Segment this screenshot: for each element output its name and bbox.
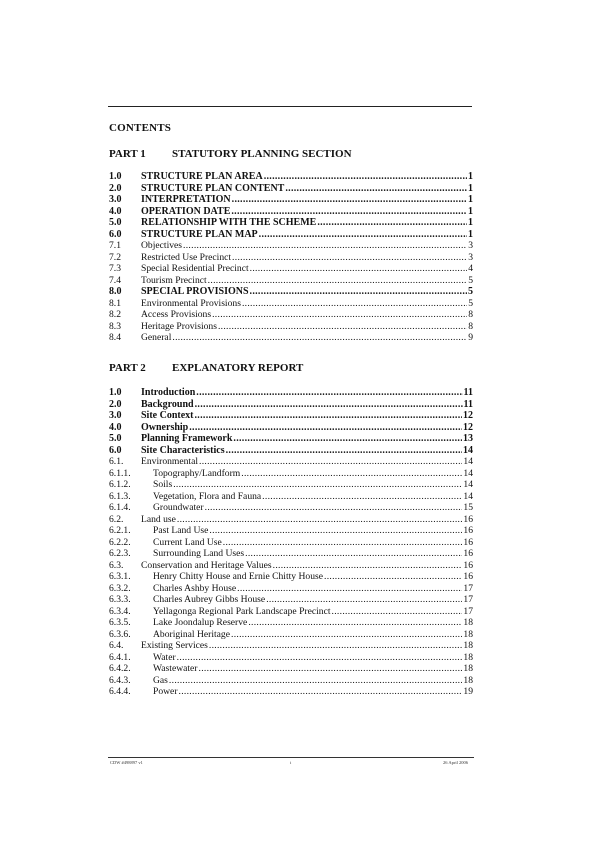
- toc-entry-title: STRUCTURE PLAN AREA: [141, 171, 263, 182]
- toc-entry-number: 6.3.2.: [109, 582, 131, 594]
- toc-entry-title: STRUCTURE PLAN MAP: [141, 228, 258, 240]
- toc-entry-title: Access Provisions: [141, 309, 212, 320]
- toc-entry-number: 6.2.2.: [109, 536, 131, 548]
- toc-entry: [109, 640, 473, 652]
- toc-entry: [109, 298, 473, 310]
- footer-page-number: i: [290, 760, 292, 765]
- toc-entry-title: Environmental Provisions: [141, 297, 241, 309]
- toc-dot-leader: [241, 468, 462, 480]
- toc-dot-leader: [232, 194, 467, 206]
- toc-dot-leader: [172, 332, 467, 344]
- toc-entry: [109, 571, 473, 583]
- toc-dot-leader: [209, 640, 463, 652]
- toc-dot-leader: [223, 537, 463, 549]
- toc-dot-leader: [189, 422, 462, 434]
- toc-dot-leader: [232, 252, 467, 264]
- header-rule: [108, 106, 472, 107]
- toc-entry-number: 6.1.4.: [109, 502, 131, 513]
- toc-entry-page: 18: [463, 617, 473, 628]
- toc-entry-number: 8.2: [109, 309, 121, 320]
- toc-entry-page: 15: [463, 502, 473, 513]
- toc-entry-number: 6.3.4.: [109, 605, 131, 617]
- toc-dot-leader: [332, 606, 463, 618]
- toc-entry-title: Ownership: [141, 421, 189, 433]
- toc-entry: [109, 491, 473, 503]
- toc-entry-title: SPECIAL PROVISIONS: [141, 286, 249, 297]
- toc-entry-number: 6.4.2.: [109, 663, 131, 674]
- toc-entry-page: 11: [463, 387, 473, 398]
- toc-entry: [109, 606, 473, 618]
- toc-dot-leader: [250, 263, 468, 275]
- toc-entry: [109, 652, 473, 664]
- toc-entry-page: 12: [463, 410, 473, 421]
- toc-dot-leader: [264, 171, 467, 183]
- toc-entry-page: 3: [468, 251, 473, 263]
- toc-entry-number: 6.2.: [109, 513, 124, 525]
- toc-entry-title: Wastewater: [153, 663, 198, 674]
- toc-entry: [109, 675, 473, 687]
- toc-entry: [109, 548, 473, 560]
- toc-entry-title: Planning Framework: [141, 433, 233, 444]
- toc-entry-title: OPERATION DATE: [141, 205, 231, 217]
- toc-entry-page: 18: [463, 640, 473, 651]
- toc-entry-number: 1.0: [109, 171, 122, 182]
- part1-heading: [109, 148, 352, 160]
- toc-entry-page: 18: [463, 674, 473, 686]
- toc-entry-page: 8: [468, 309, 473, 320]
- toc-dot-leader: [237, 583, 462, 595]
- toc-entry: [109, 560, 473, 572]
- toc-entry-page: 9: [468, 332, 473, 343]
- toc-entry-page: 1: [468, 205, 473, 217]
- toc-entry: [109, 468, 473, 480]
- toc-dot-leader: [205, 502, 463, 514]
- toc-entry: [109, 663, 473, 675]
- toc-entry-page: 16: [463, 571, 473, 582]
- toc-entry-number: 6.1.1.: [109, 467, 131, 479]
- toc-entry-title: Soils: [153, 479, 173, 490]
- toc-entry-page: 1: [468, 171, 473, 182]
- part1-number: PART 1: [109, 148, 146, 160]
- toc-entry-number: 7.1: [109, 240, 121, 251]
- toc-entry-title: General: [141, 332, 172, 343]
- toc-entry-title: Charles Aubrey Gibbs House: [153, 594, 266, 605]
- toc-entry-page: 1: [468, 217, 473, 228]
- toc-entry-title: Aboriginal Heritage: [153, 628, 230, 640]
- toc-entry-number: 7.2: [109, 251, 121, 263]
- toc-entry: [109, 387, 473, 399]
- toc-entry: [109, 275, 473, 287]
- toc-entry-number: 6.4.: [109, 640, 124, 651]
- toc-dot-leader: [173, 479, 462, 491]
- toc-entry-number: 6.4.4.: [109, 686, 131, 697]
- toc-entry-number: 7.4: [109, 274, 121, 286]
- toc-dot-leader: [169, 675, 462, 687]
- toc-entry-page: 16: [463, 536, 473, 548]
- toc-entry-page: 5: [468, 286, 473, 297]
- footer-date: 26 April 2006: [443, 760, 469, 765]
- toc-entry-page: 8: [468, 320, 473, 332]
- toc-entry-number: 6.2.1.: [109, 525, 131, 536]
- toc-entry-title: Yellagonga Regional Park Landscape Precinct: [153, 605, 331, 617]
- toc-entry-number: 6.4.1.: [109, 651, 131, 663]
- toc-entry-page: 5: [468, 297, 473, 309]
- toc-entry-number: 8.0: [109, 286, 122, 297]
- toc-entry-page: 14: [463, 467, 473, 479]
- toc-entry: [109, 433, 473, 445]
- toc-entry-number: 7.3: [109, 263, 121, 274]
- toc-dot-leader: [273, 560, 463, 572]
- toc-dot-leader: [212, 309, 467, 321]
- toc-entry-title: Topography/Landform: [153, 467, 241, 479]
- toc-entry: [109, 502, 473, 514]
- toc-entry: [109, 399, 473, 411]
- toc-entry: [109, 183, 473, 195]
- toc-entry-page: 14: [463, 479, 473, 490]
- toc-entry-title: Special Residential Precinct: [141, 263, 249, 274]
- part2-toc: [109, 387, 473, 698]
- toc-entry-title: Site Context: [141, 410, 194, 421]
- toc-dot-leader: [245, 548, 462, 560]
- toc-entry: [109, 332, 473, 344]
- toc-entry-number: 4.0: [109, 205, 122, 217]
- toc-dot-leader: [248, 617, 462, 629]
- toc-dot-leader: [259, 229, 467, 241]
- toc-entry: [109, 263, 473, 275]
- toc-entry-number: 6.3.5.: [109, 617, 131, 628]
- part2-title: EXPLANATORY REPORT: [172, 362, 304, 374]
- toc-entry-page: 11: [463, 398, 473, 410]
- toc-entry: [109, 514, 473, 526]
- toc-dot-leader: [183, 240, 467, 252]
- toc-entry-title: Charles Ashby House: [153, 582, 237, 594]
- footer-rule: [108, 757, 474, 758]
- toc-entry-page: 17: [463, 582, 473, 594]
- toc-entry-title: Introduction: [141, 387, 196, 398]
- toc-entry-title: Restricted Use Precinct: [141, 251, 232, 263]
- toc-entry-number: 2.0: [109, 398, 122, 410]
- toc-dot-leader: [218, 321, 467, 333]
- part2-heading: [109, 362, 303, 374]
- toc-entry: [109, 194, 473, 206]
- contents-title: CONTENTS: [109, 122, 172, 134]
- toc-entry: [109, 629, 473, 641]
- toc-entry: [109, 286, 473, 298]
- toc-entry-title: Water: [153, 651, 176, 663]
- toc-entry-title: Site Characteristics: [141, 444, 225, 456]
- toc-entry-title: Heritage Provisions: [141, 320, 217, 332]
- toc-entry: [109, 525, 473, 537]
- toc-entry: [109, 252, 473, 264]
- toc-entry-title: Current Land Use: [153, 536, 222, 548]
- toc-entry-title: Tourism Precinct: [141, 274, 207, 286]
- toc-dot-leader: [209, 525, 462, 537]
- toc-entry-page: 4: [468, 263, 473, 274]
- toc-entry-title: INTERPRETATION: [141, 194, 231, 205]
- toc-entry: [109, 171, 473, 183]
- toc-entry-number: 6.3.: [109, 559, 124, 571]
- toc-entry-number: 6.0: [109, 444, 122, 456]
- toc-entry: [109, 217, 473, 229]
- toc-entry-number: 6.1.2.: [109, 479, 131, 490]
- toc-entry-page: 18: [463, 651, 473, 663]
- toc-entry-number: 6.0: [109, 228, 122, 240]
- footer-doc-ref: CDW #498897 v1: [110, 760, 143, 765]
- toc-dot-leader: [233, 433, 462, 445]
- toc-entry-title: Lake Joondalup Reserve: [153, 617, 248, 628]
- toc-entry-page: 19: [463, 686, 473, 697]
- toc-entry-number: 6.4.3.: [109, 674, 131, 686]
- toc-entry-page: 13: [463, 433, 473, 444]
- toc-entry-page: 18: [463, 628, 473, 640]
- toc-entry-page: 16: [463, 513, 473, 525]
- toc-entry-page: 16: [463, 525, 473, 536]
- toc-entry-number: 5.0: [109, 217, 122, 228]
- toc-entry-page: 14: [463, 444, 473, 456]
- toc-entry: [109, 240, 473, 252]
- toc-entry: [109, 479, 473, 491]
- toc-entry: [109, 594, 473, 606]
- toc-entry-number: 6.1.: [109, 456, 124, 467]
- toc-dot-leader: [262, 491, 462, 503]
- toc-entry-title: Environmental: [141, 456, 199, 467]
- toc-dot-leader: [199, 456, 462, 468]
- toc-entry-title: Land use: [141, 513, 176, 525]
- toc-entry: [109, 456, 473, 468]
- toc-entry-number: 8.3: [109, 320, 121, 332]
- part1-title: STATUTORY PLANNING SECTION: [172, 148, 352, 160]
- toc-dot-leader: [324, 571, 462, 583]
- toc-dot-leader: [208, 275, 468, 287]
- toc-entry-page: 1: [468, 194, 473, 205]
- toc-dot-leader: [285, 183, 467, 195]
- toc-dot-leader: [199, 663, 463, 675]
- toc-entry-number: 1.0: [109, 387, 122, 398]
- toc-entry-title: Gas: [153, 674, 168, 686]
- toc-entry-page: 14: [463, 490, 473, 502]
- toc-entry-title: Power: [153, 686, 178, 697]
- toc-dot-leader: [242, 298, 467, 310]
- toc-entry-number: 3.0: [109, 194, 122, 205]
- toc-entry: [109, 321, 473, 333]
- toc-dot-leader: [177, 652, 463, 664]
- toc-entry-number: 5.0: [109, 433, 122, 444]
- toc-entry-page: 1: [468, 228, 473, 240]
- toc-entry-number: 6.3.6.: [109, 628, 131, 640]
- toc-entry-title: Background: [141, 398, 194, 410]
- toc-dot-leader: [195, 399, 463, 411]
- part2-number: PART 2: [109, 362, 146, 374]
- toc-dot-leader: [226, 445, 462, 457]
- toc-entry-page: 17: [463, 594, 473, 605]
- toc-dot-leader: [179, 686, 463, 698]
- toc-entry-number: 6.3.1.: [109, 571, 131, 582]
- toc-entry: [109, 206, 473, 218]
- toc-dot-leader: [195, 410, 463, 422]
- toc-entry-title: RELATIONSHIP WITH THE SCHEME: [141, 217, 317, 228]
- toc-dot-leader: [177, 514, 463, 526]
- toc-entry: [109, 445, 473, 457]
- toc-dot-leader: [250, 286, 467, 298]
- toc-entry-title: Vegetation, Flora and Fauna: [153, 490, 262, 502]
- toc-entry-page: 18: [463, 663, 473, 674]
- toc-entry-page: 16: [463, 559, 473, 571]
- toc-entry-page: 14: [463, 456, 473, 467]
- toc-entry: [109, 617, 473, 629]
- toc-entry-page: 16: [463, 548, 473, 559]
- toc-entry-title: Surrounding Land Uses: [153, 548, 245, 559]
- toc-entry-number: 8.1: [109, 297, 121, 309]
- part1-toc: [109, 171, 473, 344]
- toc-dot-leader: [231, 206, 467, 218]
- toc-entry-page: 3: [468, 240, 473, 251]
- toc-entry: [109, 686, 473, 698]
- toc-entry-number: 4.0: [109, 421, 122, 433]
- toc-entry-title: Conservation and Heritage Values: [141, 559, 272, 571]
- toc-entry-number: 6.1.3.: [109, 490, 131, 502]
- toc-entry-page: 12: [463, 421, 473, 433]
- toc-dot-leader: [266, 594, 462, 606]
- toc-dot-leader: [317, 217, 467, 229]
- toc-entry: [109, 229, 473, 241]
- toc-entry-page: 5: [468, 274, 473, 286]
- toc-entry: [109, 537, 473, 549]
- toc-entry-number: 8.4: [109, 332, 121, 343]
- toc-dot-leader: [196, 387, 462, 399]
- toc-entry-title: Groundwater: [153, 502, 204, 513]
- toc-entry-number: 6.2.3.: [109, 548, 131, 559]
- toc-entry: [109, 309, 473, 321]
- toc-dot-leader: [231, 629, 462, 641]
- toc-entry-number: 6.3.3.: [109, 594, 131, 605]
- toc-entry: [109, 410, 473, 422]
- toc-entry-title: Past Land Use: [153, 525, 209, 536]
- toc-entry-page: 17: [463, 605, 473, 617]
- toc-entry-title: Existing Services: [141, 640, 208, 651]
- toc-entry: [109, 422, 473, 434]
- toc-entry-page: 1: [468, 182, 473, 194]
- toc-entry-title: Henry Chitty House and Ernie Chitty House: [153, 571, 323, 582]
- toc-entry-title: STRUCTURE PLAN CONTENT: [141, 182, 285, 194]
- toc-entry-title: Objectives: [141, 240, 183, 251]
- toc-entry: [109, 583, 473, 595]
- toc-entry-number: 3.0: [109, 410, 122, 421]
- toc-entry-number: 2.0: [109, 182, 122, 194]
